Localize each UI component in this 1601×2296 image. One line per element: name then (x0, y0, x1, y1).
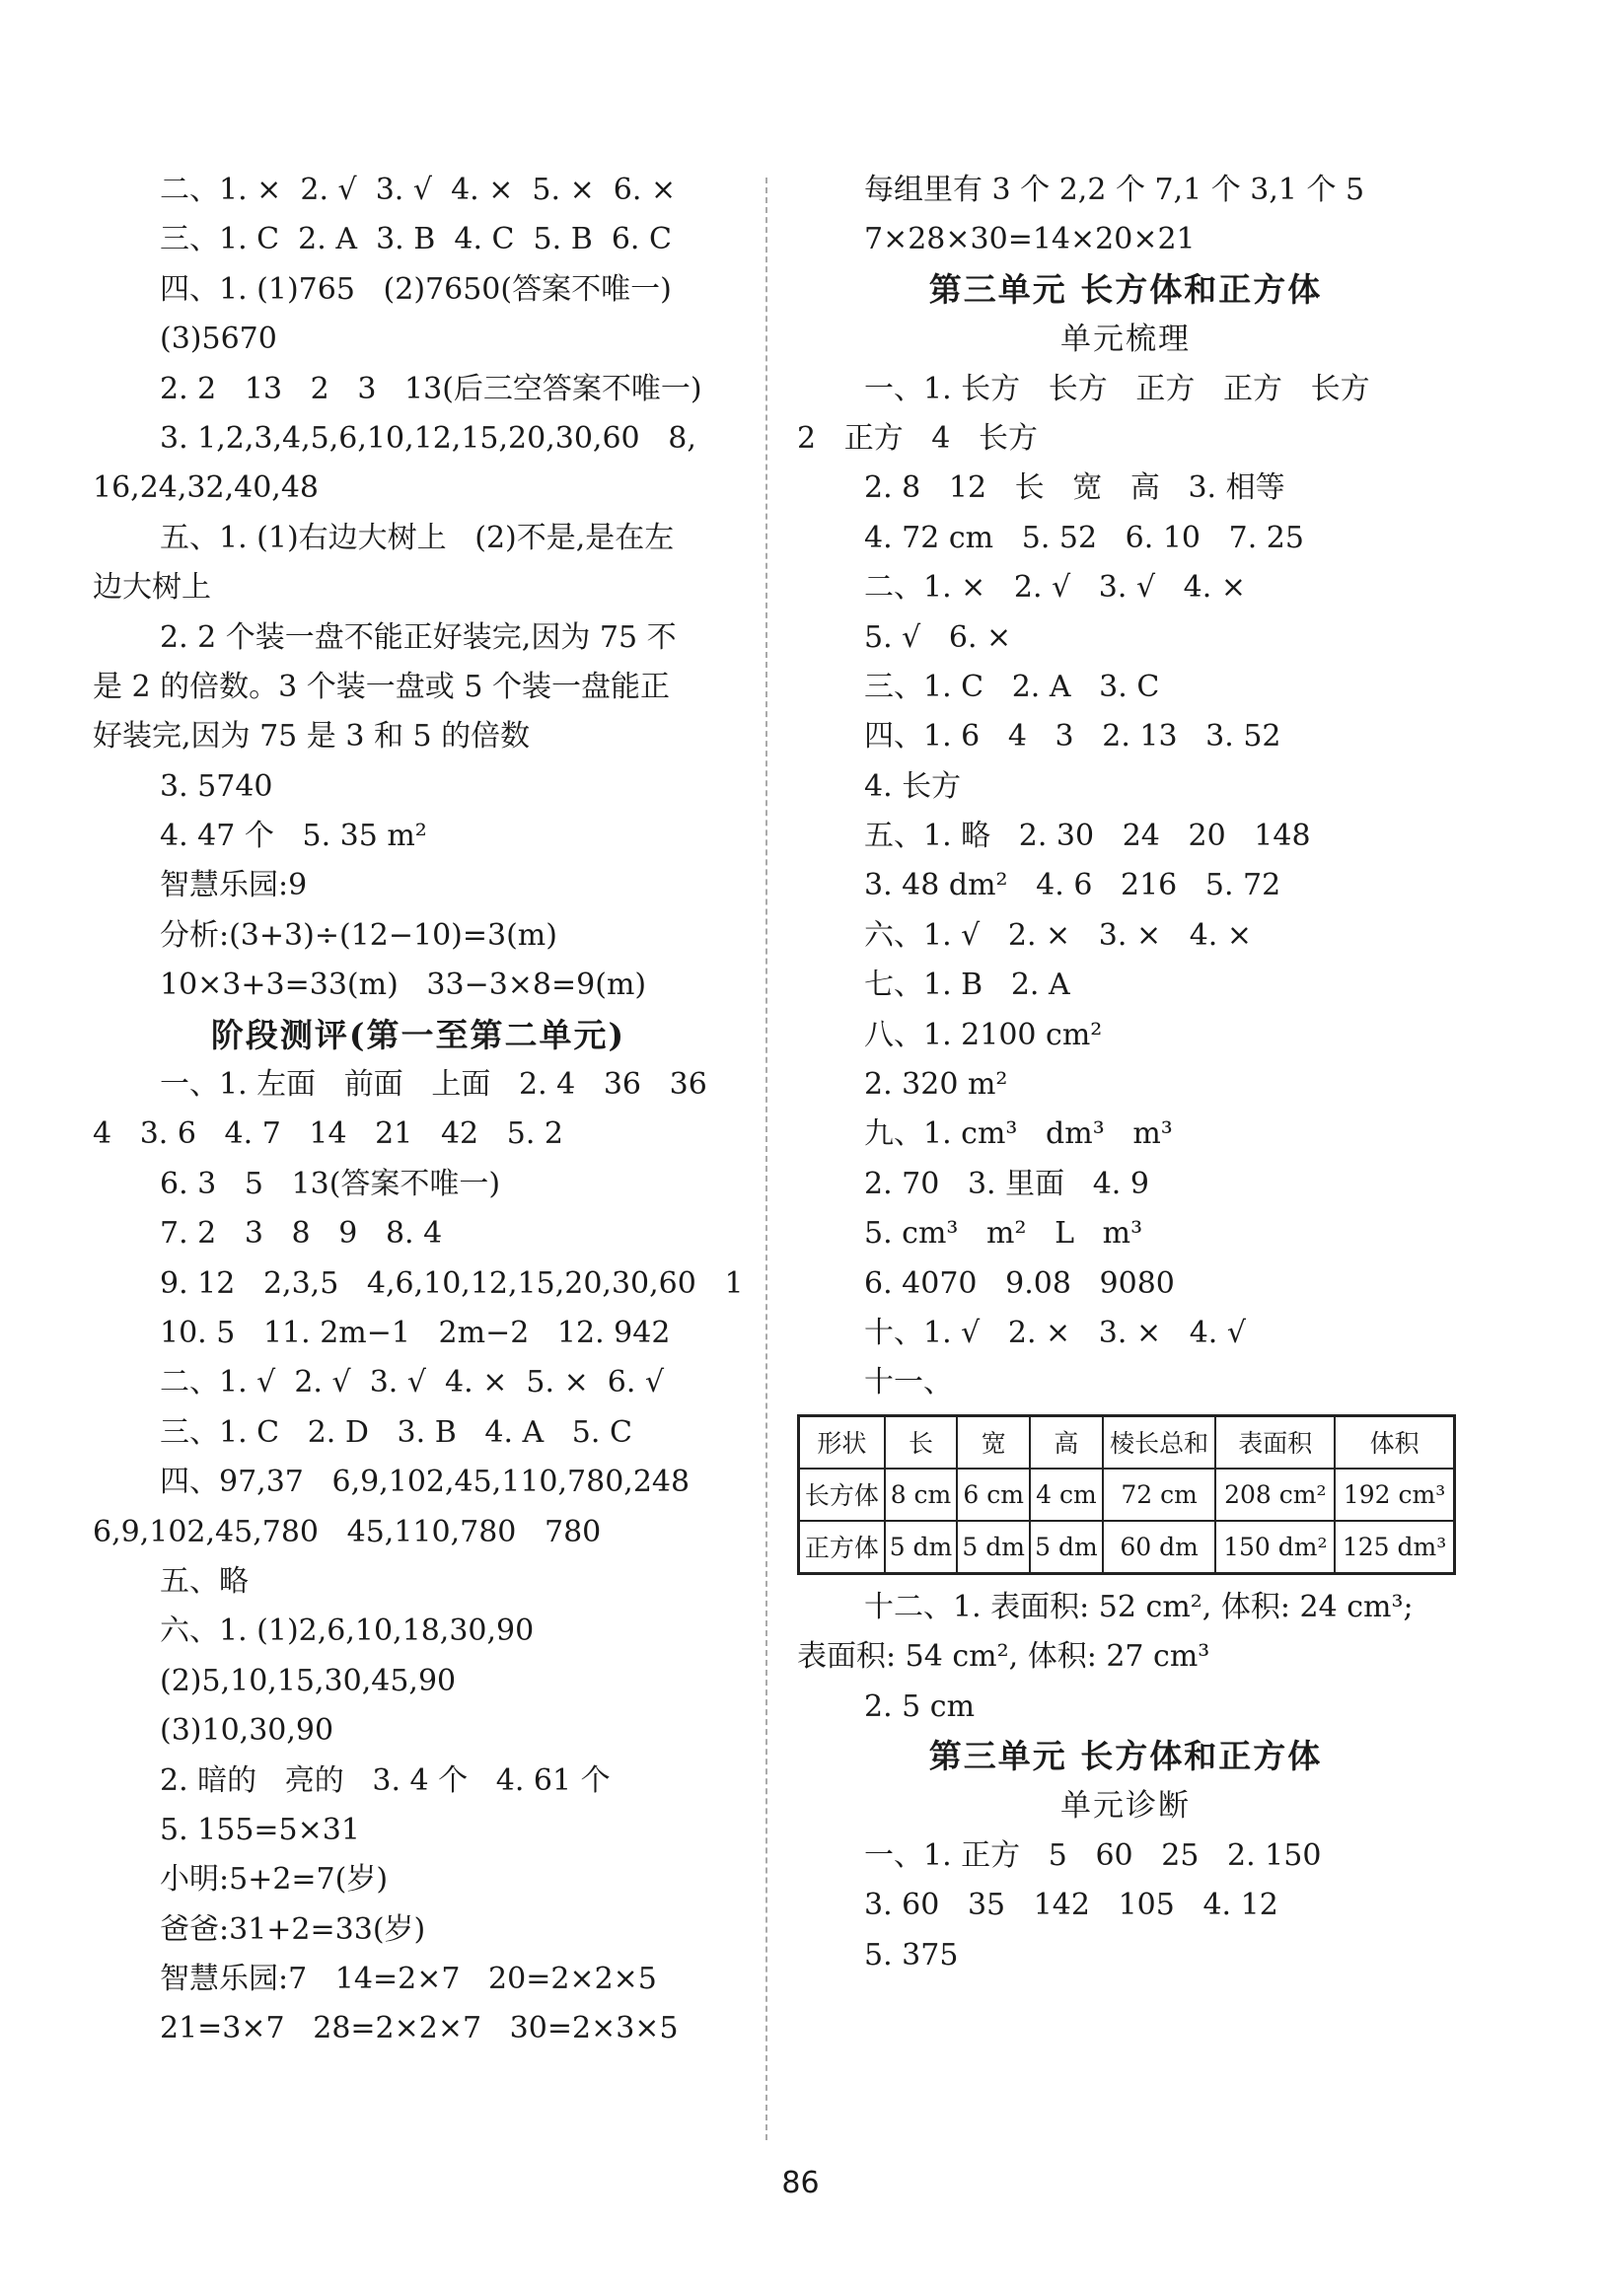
answer-line: 五、1. 略 2. 30 24 20 148 (864, 819, 1311, 854)
table-cell: 5 dm (957, 1521, 1030, 1574)
answer-line: 2. 8 12 长 宽 高 3. 相等 (864, 470, 1285, 506)
answer-line: 五、1. (1)右边大树上 (2)不是,是在左 (160, 520, 675, 555)
table-cell: 6 cm (957, 1469, 1030, 1521)
answer-line: (2)5,10,15,30,45,90 (160, 1663, 457, 1698)
answer-line: 2. 2 13 2 3 13(后三空答案不唯一) (160, 371, 702, 406)
table-cell: 125 dm³ (1335, 1521, 1454, 1574)
answer-line: (3)5670 (160, 322, 277, 357)
answer-line: 2. 2 个装一盘不能正好装完,因为 75 不 (160, 619, 677, 655)
answer-line: 4. 47 个 5. 35 m² (160, 819, 427, 854)
answer-line: 4 3. 6 4. 7 14 21 42 5. 2 (93, 1116, 563, 1152)
table-cell: 4 cm (1030, 1469, 1103, 1521)
answer-line: 9. 12 2,3,5 4,6,10,12,15,20,30,60 1 (160, 1265, 744, 1301)
answer-line: 2. 暗的 亮的 3. 4 个 4. 61 个 (160, 1762, 611, 1798)
answer-line: 二、1. × 2. √ 3. √ 4. × (864, 570, 1246, 606)
section-heading: 阶段测评(第一至第二单元) (210, 1015, 626, 1054)
answer-table (797, 1414, 1456, 1575)
answer-line: 六、1. √ 2. × 3. × 4. × (864, 917, 1252, 953)
answer-line: 5. √ 6. × (864, 619, 1012, 655)
table-header-cell: 宽 (957, 1415, 1030, 1469)
table-cell: 5 dm (885, 1521, 958, 1574)
section-subheading: 单元诊断 (1060, 1788, 1191, 1825)
table-cell: 150 dm² (1215, 1521, 1335, 1574)
answer-line: 2. 5 cm (864, 1688, 976, 1724)
answer-line: 每组里有 3 个 2,2 个 7,1 个 3,1 个 5 (864, 173, 1365, 207)
answer-line: 21=3×7 28=2×2×7 30=2×3×5 (160, 2011, 679, 2046)
answer-line: 5. cm³ m² L m³ (864, 1216, 1143, 1252)
right-column-top (797, 166, 1454, 1408)
answer-line: 八、1. 2100 cm² (864, 1017, 1103, 1052)
table-header-cell: 体积 (1335, 1415, 1454, 1469)
answer-line: 是 2 的倍数。3 个装一盘或 5 个装一盘能正 (93, 669, 670, 704)
right-column-bottom (797, 1583, 1454, 1980)
answer-line: 7. 2 3 8 9 8. 4 (160, 1216, 443, 1252)
answer-line: 三、1. C 2. D 3. B 4. A 5. C (160, 1414, 632, 1450)
answer-line: 九、1. cm³ dm³ m³ (864, 1116, 1173, 1152)
table-cell: 长方体 (799, 1469, 885, 1521)
table-header-cell: 表面积 (1215, 1415, 1335, 1469)
page-number: 86 (781, 2166, 820, 2200)
table-cell: 208 cm² (1215, 1469, 1335, 1521)
table-cell: 5 dm (1030, 1521, 1103, 1574)
answer-line: 6,9,102,45,780 45,110,780 780 (93, 1514, 602, 1549)
table-row (799, 1521, 1455, 1574)
table-cell: 正方体 (799, 1521, 885, 1574)
answer-line: 4. 长方 (864, 768, 962, 804)
answer-line: 2. 320 m² (864, 1067, 1008, 1103)
answer-line: 四、97,37 6,9,102,45,110,780,248 (160, 1465, 691, 1500)
answer-line: 6. 4070 9.08 9080 (864, 1265, 1175, 1301)
answer-line: 十二、1. 表面积: 52 cm², 体积: 24 cm³; (864, 1589, 1414, 1624)
answer-line: 四、1. 6 4 3 2. 13 3. 52 (864, 719, 1281, 754)
answer-line: 3. 5740 (160, 768, 273, 804)
table-cell: 8 cm (885, 1469, 958, 1521)
right-column (797, 166, 1454, 1980)
answer-line: 2 正方 4 长方 (797, 420, 1038, 456)
answer-line: 6. 3 5 13(答案不唯一) (160, 1166, 501, 1201)
answer-line: 一、1. 左面 前面 上面 2. 4 36 36 (160, 1067, 707, 1103)
table-row (799, 1469, 1455, 1521)
answer-line: 4. 72 cm 5. 52 6. 10 7. 25 (864, 520, 1304, 555)
answer-line: 爸爸:31+2=33(岁) (160, 1911, 426, 1947)
table-header-cell: 长 (885, 1415, 958, 1469)
table-header-cell: 形状 (799, 1415, 885, 1469)
answer-line: 5. 375 (864, 1937, 959, 1973)
answer-line: 3. 1,2,3,4,5,6,10,12,15,20,30,60 8, (160, 420, 696, 456)
column-divider (765, 178, 767, 2140)
table-cell: 60 dm (1103, 1521, 1216, 1574)
answer-line: 三、1. C 2. A 3. C (864, 669, 1160, 704)
table-header-row (799, 1415, 1455, 1469)
answer-line: 智慧乐园:7 14=2×7 20=2×2×5 (160, 1962, 657, 1997)
answer-line: (3)10,30,90 (160, 1713, 334, 1749)
answer-line: 3. 60 35 142 105 4. 12 (864, 1888, 1278, 1923)
answer-line: 一、1. 长方 长方 正方 正方 长方 (864, 371, 1370, 406)
answer-line: 七、1. B 2. A (864, 968, 1070, 1003)
section-heading: 第三单元 长方体和正方体 (928, 1736, 1323, 1775)
answer-line: 10×3+3=33(m) 33−3×8=9(m) (160, 968, 647, 1003)
answer-line: 四、1. (1)765 (2)7650(答案不唯一) (160, 271, 672, 307)
section-heading: 第三单元 长方体和正方体 (928, 269, 1323, 309)
table-header-cell: 高 (1030, 1415, 1103, 1469)
answer-line: 智慧乐园:9 (160, 868, 308, 903)
answer-line: 六、1. (1)2,6,10,18,30,90 (160, 1614, 535, 1649)
answer-line: 分析:(3+3)÷(12−10)=3(m) (160, 917, 557, 953)
answer-line: 小明:5+2=7(岁) (160, 1862, 389, 1898)
answer-line: 10. 5 11. 2m−1 2m−2 12. 942 (160, 1315, 671, 1350)
table-cell: 192 cm³ (1335, 1469, 1454, 1521)
answer-line: 7×28×30=14×20×21 (864, 222, 1196, 257)
section-subheading: 单元梳理 (1060, 322, 1191, 358)
answer-line: 表面积: 54 cm², 体积: 27 cm³ (797, 1639, 1210, 1675)
answer-line: 16,24,32,40,48 (93, 470, 320, 506)
answer-line: 边大树上 (93, 570, 211, 606)
table-cell: 72 cm (1103, 1469, 1216, 1521)
answer-line: 五、略 (160, 1563, 249, 1599)
answer-line: 5. 155=5×31 (160, 1812, 360, 1847)
answer-line: 十一、 (864, 1365, 953, 1400)
answer-line: 3. 48 dm² 4. 6 216 5. 72 (864, 868, 1281, 903)
answer-line: 好装完,因为 75 是 3 和 5 的倍数 (93, 719, 531, 754)
answer-line: 二、1. √ 2. √ 3. √ 4. × 5. × 6. √ (160, 1365, 665, 1400)
answer-line: 二、1. × 2. √ 3. √ 4. × 5. × 6. × (160, 173, 677, 207)
table-header-cell: 棱长总和 (1103, 1415, 1216, 1469)
answer-line: 2. 70 3. 里面 4. 9 (864, 1166, 1149, 1201)
answer-line: 三、1. C 2. A 3. B 4. C 5. B 6. C (160, 222, 672, 257)
answer-line: 十、1. √ 2. × 3. × 4. √ (864, 1315, 1246, 1350)
left-column (93, 166, 744, 2054)
answer-line: 一、1. 正方 5 60 25 2. 150 (864, 1837, 1322, 1873)
